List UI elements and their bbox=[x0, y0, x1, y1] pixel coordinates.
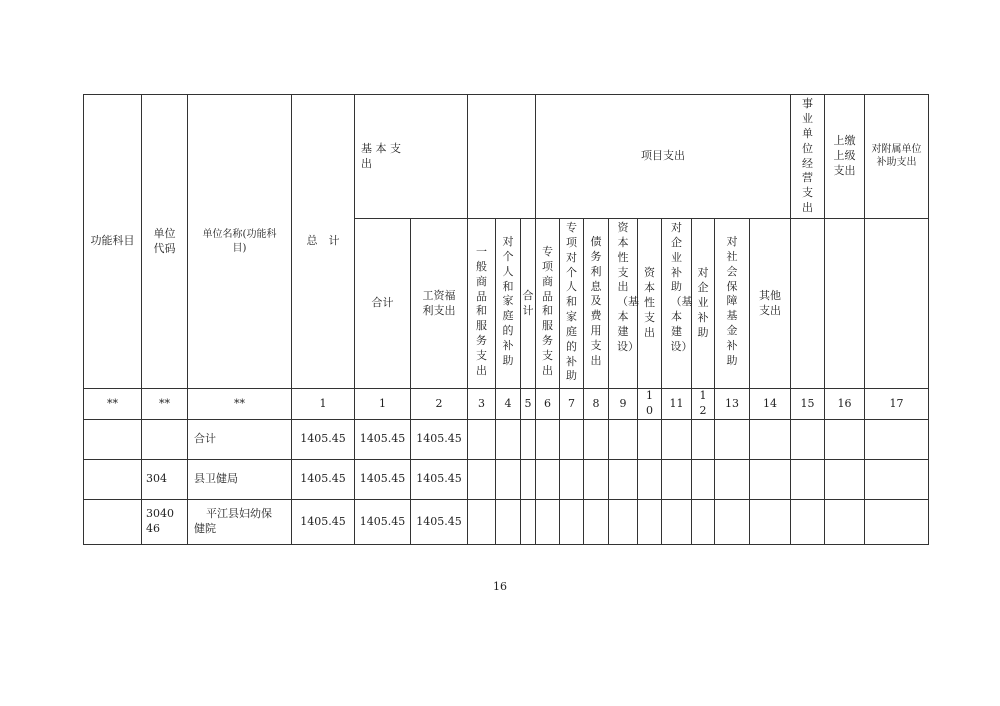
index-cell: 8 bbox=[584, 389, 609, 420]
header-func-subject: 功能科目 bbox=[84, 95, 142, 389]
index-cell: 16 bbox=[825, 389, 865, 420]
empty-cell bbox=[536, 500, 560, 545]
empty-cell bbox=[692, 460, 715, 500]
row-basic-total: 1405.45 bbox=[355, 460, 411, 500]
index-cell: 7 bbox=[560, 389, 584, 420]
row-name: 平江县妇幼保健院 bbox=[188, 500, 292, 545]
index-cell: ** bbox=[142, 389, 188, 420]
row-salary: 1405.45 bbox=[411, 460, 468, 500]
empty-cell bbox=[692, 420, 715, 460]
empty-cell bbox=[825, 460, 865, 500]
empty-cell bbox=[825, 420, 865, 460]
empty-cell bbox=[715, 460, 750, 500]
empty-cell bbox=[662, 460, 692, 500]
index-cell: 15 bbox=[791, 389, 825, 420]
table-row bbox=[84, 420, 929, 460]
header-unit-code: 单位代码 bbox=[142, 95, 188, 389]
row-salary: 1405.45 bbox=[411, 420, 468, 460]
row-func-subject bbox=[84, 460, 142, 500]
header-social-security: 对社会保障基金补助 bbox=[715, 219, 750, 389]
row-basic-total: 1405.45 bbox=[355, 420, 411, 460]
empty-cell bbox=[662, 420, 692, 460]
header-project-expense: 项目支出 bbox=[536, 95, 791, 219]
row-code: 304046 bbox=[142, 500, 188, 545]
index-cell: 2 bbox=[411, 389, 468, 420]
header-unit-name: 单位名称(功能科目) bbox=[188, 95, 292, 389]
index-cell: 14 bbox=[750, 389, 791, 420]
row-code bbox=[142, 420, 188, 460]
empty-cell bbox=[791, 460, 825, 500]
header-capital-construction: 资本性支出（基本建设） bbox=[609, 219, 638, 389]
index-cell: 9 bbox=[609, 389, 638, 420]
empty-cell bbox=[521, 500, 536, 545]
index-cell: 5 bbox=[521, 389, 536, 420]
header-goods-services: 一般商品和服务支出 bbox=[468, 219, 496, 389]
empty-cell bbox=[468, 420, 496, 460]
empty-cell bbox=[750, 500, 791, 545]
empty-cell bbox=[609, 460, 638, 500]
index-cell: 10 bbox=[638, 389, 662, 420]
row-code: 304 bbox=[142, 460, 188, 500]
header-row-1 bbox=[84, 95, 929, 219]
empty-cell bbox=[865, 500, 929, 545]
index-cell: 13 bbox=[715, 389, 750, 420]
empty-cell bbox=[791, 420, 825, 460]
empty-cell bbox=[560, 420, 584, 460]
header-basic-expense: 基 本 支 出 bbox=[355, 95, 468, 219]
empty-cell bbox=[496, 500, 521, 545]
empty-cell bbox=[536, 460, 560, 500]
row-name: 合计 bbox=[188, 420, 292, 460]
row-basic-total: 1405.45 bbox=[355, 500, 411, 545]
row-salary: 1405.45 bbox=[411, 500, 468, 545]
header-proj-individual: 专项对个人和家庭的补助 bbox=[560, 219, 584, 389]
page-number: 16 bbox=[493, 580, 507, 593]
header-blank-15 bbox=[791, 219, 825, 389]
header-blank-17 bbox=[865, 219, 929, 389]
row-total: 1405.45 bbox=[292, 420, 355, 460]
row-func-subject bbox=[84, 500, 142, 545]
row-total: 1405.45 bbox=[292, 460, 355, 500]
index-row bbox=[84, 389, 929, 420]
index-cell: 4 bbox=[496, 389, 521, 420]
index-cell: 12 bbox=[692, 389, 715, 420]
empty-cell bbox=[496, 460, 521, 500]
empty-cell bbox=[468, 500, 496, 545]
index-cell: 6 bbox=[536, 389, 560, 420]
header-affiliate-subsidy: 对附属单位补助支出 bbox=[865, 95, 929, 219]
empty-cell bbox=[536, 420, 560, 460]
row-name: 县卫健局 bbox=[188, 460, 292, 500]
header-other: 其他支出 bbox=[750, 219, 791, 389]
empty-cell bbox=[638, 500, 662, 545]
header-total: 总 计 bbox=[292, 95, 355, 389]
empty-cell bbox=[791, 500, 825, 545]
empty-cell bbox=[865, 460, 929, 500]
index-cell: ** bbox=[188, 389, 292, 420]
empty-cell bbox=[521, 460, 536, 500]
row-total: 1405.45 bbox=[292, 500, 355, 545]
empty-cell bbox=[750, 460, 791, 500]
empty-cell bbox=[609, 500, 638, 545]
empty-cell bbox=[692, 500, 715, 545]
index-cell: 17 bbox=[865, 389, 929, 420]
table-row bbox=[84, 500, 929, 545]
empty-cell bbox=[496, 420, 521, 460]
header-proj-goods: 专项商品和服务支出 bbox=[536, 219, 560, 389]
empty-cell bbox=[560, 460, 584, 500]
header-debt-interest: 债务利息及费用支出 bbox=[584, 219, 609, 389]
header-capital: 资本性支出 bbox=[638, 219, 662, 389]
header-salary-welfare: 工资福利支出 bbox=[411, 219, 468, 389]
header-project-total: 合计 bbox=[521, 219, 536, 389]
empty-cell bbox=[638, 460, 662, 500]
empty-cell bbox=[560, 500, 584, 545]
empty-cell bbox=[584, 420, 609, 460]
empty-cell bbox=[609, 420, 638, 460]
empty-cell bbox=[662, 500, 692, 545]
header-upper-submit: 上缴上级支出 bbox=[825, 95, 865, 219]
empty-cell bbox=[584, 500, 609, 545]
empty-cell bbox=[468, 460, 496, 500]
header-enterprise-subsidy: 对企业补助 bbox=[692, 219, 715, 389]
empty-cell bbox=[825, 500, 865, 545]
index-cell: ** bbox=[84, 389, 142, 420]
empty-cell bbox=[715, 420, 750, 460]
header-blank-16 bbox=[825, 219, 865, 389]
header-enterprise-construction: 对企业补助（基本建设） bbox=[662, 219, 692, 389]
row-func-subject bbox=[84, 420, 142, 460]
header-business-expense: 事业单位经营支出 bbox=[791, 95, 825, 219]
header-individual-subsidy: 对个人和家庭的补助 bbox=[496, 219, 521, 389]
empty-cell bbox=[715, 500, 750, 545]
budget-table bbox=[83, 94, 929, 545]
index-cell: 11 bbox=[662, 389, 692, 420]
index-cell: 3 bbox=[468, 389, 496, 420]
index-cell: 1 bbox=[355, 389, 411, 420]
empty-cell bbox=[750, 420, 791, 460]
index-cell: 1 bbox=[292, 389, 355, 420]
header-basic-blank bbox=[468, 95, 536, 219]
header-basic-total: 合计 bbox=[355, 219, 411, 389]
table-row bbox=[84, 460, 929, 500]
empty-cell bbox=[521, 420, 536, 460]
empty-cell bbox=[638, 420, 662, 460]
empty-cell bbox=[584, 460, 609, 500]
empty-cell bbox=[865, 420, 929, 460]
